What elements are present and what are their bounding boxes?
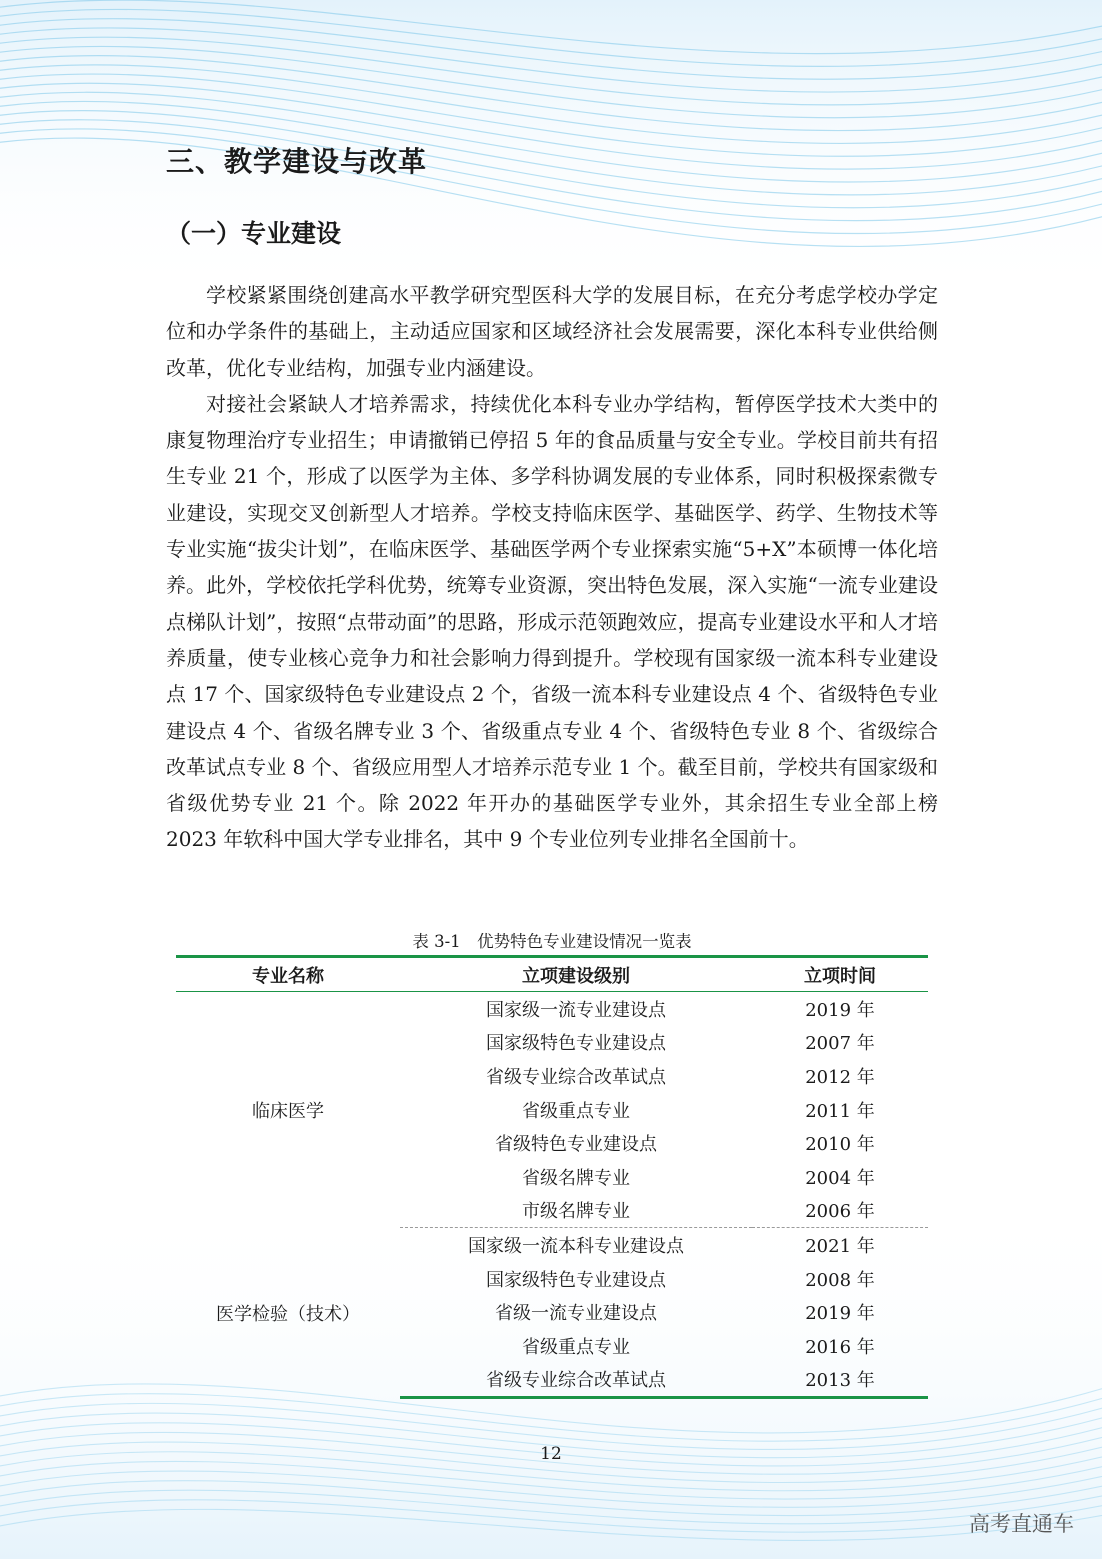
specialty-name-cell: 临床医学 [252,1100,324,1122]
level-cell: 省级专业综合改革试点 [486,1066,666,1088]
table-header-row [176,957,928,992]
year-cell: 2004 年 [805,1167,875,1189]
section-heading: 三、教学建设与改革 [166,145,428,178]
level-cell: 省级专业综合改革试点 [400,1363,752,1398]
year-cell: 2021 年 [805,1235,875,1257]
year-cell: 2010 年 [805,1134,875,1156]
paragraph: 对接社会紧缺人才培养需求，持续优化本科专业办学结构，暂停医学技术大类中的康复物理治疗专业招生；申请撤销已停招 5 年的食品质量与安全专业。学校目前共有招生专业 21 个，形成了以医学为主体、多学科协调发展的专业体系，同时积极探索微专业建设，实现交叉创新型人才培养。学校支持临床医学、基础医学、药学、生物技术等专业实施“拔尖计划”，在临床医学、基础医学两个专业探索实施“5+X”本硕博一体化培养。此外，学校依托学科优势，统筹专业资源，突出特色发展，深入实施“一流专业建设点梯队计划”，按照“点带动面”的思路，形成示范领跑效应，提高专业建设水平和人才培养质量，使专业核心竞争力和社会影响力得到提升。学校现有国家级一流本科专业建设点 17 个、国家级特色专业建设点 2 个，省级一流本科专业建设点 4 个、省级特色专业建设点 4 个、省级名牌专业 3 个、省级重点专业 4 个、省级特色专业 8 个、省级综合改革试点专业 8 个、省级应用型人才培养示范专业 1 个。截至目前，学校共有国家级和省级优势专业 21 个。除 2022 年开办的基础医学专业外，其余招生专业全部上榜 2023 年软科中国大学专业排名，其中 9 个专业位列专业排名全国前十。 [166,391,938,852]
subsection-heading: （一）专业建设 [166,219,342,248]
body-text [166,277,938,858]
year-cell: 2007 年 [805,1033,875,1055]
table-row [176,1228,928,1262]
level-cell: 省级特色专业建设点 [495,1134,657,1156]
level-cell: 市级名牌专业 [400,1194,752,1228]
year-cell: 2013 年 [752,1363,928,1398]
table-group-medical-laboratory [176,1228,928,1398]
year-cell: 2012 年 [805,1066,875,1088]
level-cell: 国家级一流专业建设点 [486,999,666,1021]
level-cell: 国家级一流本科专业建设点 [468,1235,684,1257]
table-group-clinical-medicine [176,992,928,1228]
table-caption: 表 3-1 优势特色专业建设情况一览表 [412,932,692,951]
year-cell: 2019 年 [805,1303,875,1325]
level-cell: 国家级特色专业建设点 [486,1033,666,1055]
year-cell: 2006 年 [752,1194,928,1228]
level-cell: 省级重点专业 [522,1336,630,1358]
specialty-table [176,955,928,1399]
level-cell: 省级重点专业 [522,1100,630,1122]
year-cell: 2019 年 [805,999,875,1021]
header-project-time: 立项时间 [752,957,928,992]
header-project-level: 立项建设级别 [400,957,752,992]
specialty-name-cell: 医学检验（技术） [216,1303,360,1325]
year-cell: 2016 年 [805,1336,875,1358]
level-cell: 国家级特色专业建设点 [486,1269,666,1291]
header-specialty-name: 专业名称 [176,957,400,992]
paragraph: 学校紧紧围绕创建高水平教学研究型医科大学的发展目标，在充分考虑学校办学定位和办学条件的基础上，主动适应国家和区域经济社会发展需要，深化本科专业供给侧改革，优化专业结构，加强专业内涵建设。 [166,283,938,380]
level-cell: 省级一流专业建设点 [495,1303,657,1325]
year-cell: 2011 年 [805,1100,875,1122]
page-number: 12 [540,1444,562,1464]
watermark-text: 高考直通车 [969,1512,1074,1536]
year-cell: 2008 年 [805,1269,875,1291]
table-row [176,992,928,1026]
level-cell: 省级名牌专业 [522,1167,630,1189]
